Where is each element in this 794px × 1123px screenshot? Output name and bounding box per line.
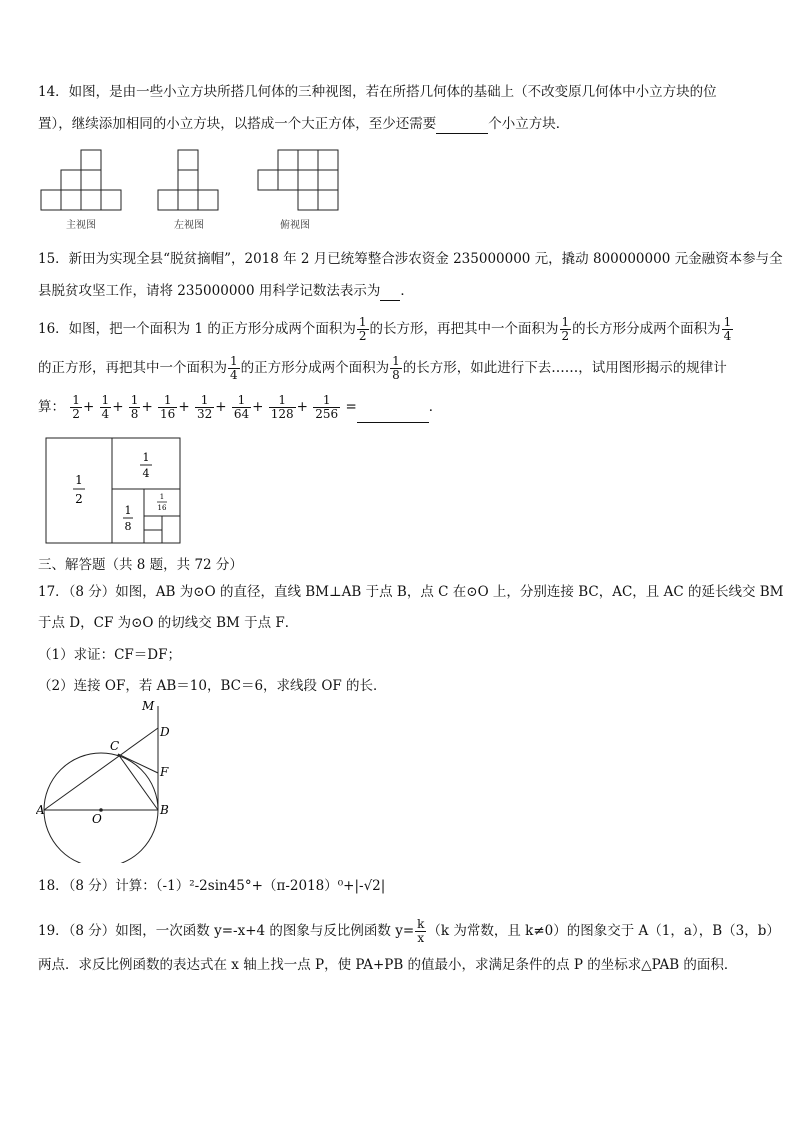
front-view-figure — [41, 150, 121, 210]
diagram-eighth-num: 1 — [124, 504, 132, 517]
q14-line-2-end: 个小立方块． — [488, 116, 570, 132]
q19-line-2: 两点．求反比例函数的表达式在 x 轴上找一点 P，使 PA+PB 的值最小，求满足条件的点 P 的坐标求△PAB 的面积． — [38, 957, 738, 973]
q19-line-1a: 19．（8 分）如图，一次函数 y=-x+4 的图象与反比例函数 y= — [38, 923, 415, 939]
q16-equals: = — [345, 399, 357, 415]
q16-sum-term-5: $\frac{1}{32}$ — [196, 393, 213, 421]
q15-line-2-text: 县脱贫攻坚工作，请将 235000000 用科学记数法表示为 — [38, 283, 381, 299]
q16-line-1 — [38, 313, 734, 345]
q15-answer-blank — [380, 286, 400, 301]
q16-sum-term-1: $\frac{1}{2}$ — [72, 393, 80, 421]
point-M-label: M — [142, 699, 155, 713]
point-B-label: B — [160, 803, 169, 817]
q16-frac-quarter: $\frac{1}{4}$ — [723, 315, 732, 343]
diagram-eighth-den: 8 — [124, 520, 132, 533]
point-F-label: F — [160, 765, 169, 779]
diagram-sixteenth-den: 16 — [157, 504, 167, 512]
q16-sum-term-8: $\frac{1}{256}$ — [315, 393, 339, 421]
point-D-label: D — [160, 725, 170, 739]
q15-line-1: 15．新田为实现全县“脱贫摘帽”，2018 年 2 月已统筹整合涉农资金 235000000 元，撬动 800000000 元金融资本参与全 — [38, 251, 783, 267]
q16-sum-term-6: $\frac{1}{64}$ — [233, 393, 250, 421]
q17-circle-figure — [36, 698, 176, 863]
q16-a2: 的长方形，再把其中一个面积为 — [369, 321, 559, 337]
q18-text: 18．（8 分）计算：（-1）²-2sin45°+（π-2018）⁰+|-√2| — [38, 878, 386, 894]
diagram-half-den: 2 — [75, 492, 83, 506]
q16-sum-term-4: $\frac{1}{16}$ — [160, 393, 176, 421]
q19-k-over-x: $\frac{k}{x}$ — [417, 917, 425, 945]
q14-answer-blank — [436, 119, 488, 134]
point-C-label: C — [110, 739, 120, 753]
q16-line-2 — [38, 352, 727, 384]
left-view-figure — [158, 150, 218, 210]
q14-line-2-text: 置），继续添加相同的小立方块，以搭成一个大正方体，至少还需要 — [38, 116, 437, 132]
q19-line-1 — [38, 916, 780, 946]
top-view-label: 俯视图 — [280, 220, 310, 231]
q17-line-1: 17．（8 分）如图，AB 为⊙O 的直径，直线 BM⊥AB 于点 B，点 C 在⊙O 上，分别连接 BC，AC，且 AC 的延长线交 BM — [38, 584, 784, 600]
q15-line-2 — [38, 281, 414, 301]
q16-frac-half-2: $\frac{1}{2}$ — [561, 315, 570, 343]
diagram-quarter-num: 1 — [142, 451, 150, 464]
q15-line-2-end: ． — [400, 283, 414, 299]
q14-line-1: 14．如图，是由一些小立方块所搭几何体的三种视图，若在所搭几何体的基础上（不改变原几何体中小立方块的位 — [38, 84, 717, 100]
q16-a3: 的长方形分成两个面积为 — [572, 321, 721, 337]
front-view-label: 主视图 — [66, 220, 96, 231]
diagram-half-num: 1 — [75, 473, 83, 487]
q16-line-3: 算： $\frac{1}{2}$ + $\frac{1}{4}$ + $\frac{1}{8}$ + $\frac{1}{16}$ + $\frac{1}{32}$ + $\frac{1}{64}$ + $\frac{1}{128}$ + $\frac{1}{256}$ = ． — [38, 393, 443, 421]
q17-line-2: 于点 D，CF 为⊙O 的切线交 BM 于点 F． — [38, 615, 299, 631]
q16-b2: 的正方形分成两个面积为 — [240, 360, 390, 376]
q17-part-2: （2）连接 OF，若 AB＝10，BC＝6，求线段 OF 的长． — [38, 678, 387, 694]
section-3-heading: 三、解答题（共 8 题，共 72 分） — [38, 557, 243, 573]
q14-line-2 — [38, 114, 569, 134]
q16-square-diagram — [45, 437, 183, 545]
left-view-label: 左视图 — [174, 220, 204, 231]
q16-frac-half: $\frac{1}{2}$ — [358, 315, 367, 343]
q16-sum-term-7: $\frac{1}{128}$ — [270, 393, 294, 421]
q16-answer-blank — [357, 408, 429, 423]
q16-b3: 的长方形，如此进行下去……，试用图形揭示的规律计 — [402, 360, 727, 376]
q16-sum-term-2: $\frac{1}{4}$ — [101, 393, 110, 421]
q19-line-1b: （k 为常数，且 k≠0）的图象交于 A（1，a），B（3，b） — [427, 923, 780, 939]
q17-part-1: （1）求证：CF＝DF； — [38, 647, 181, 663]
top-view-figure — [258, 150, 338, 210]
diagram-sixteenth-num: 1 — [159, 493, 165, 501]
q16-frac-quarter-2: $\frac{1}{4}$ — [230, 354, 238, 382]
diagram-quarter-den: 4 — [142, 467, 150, 480]
q16-frac-eighth: $\frac{1}{8}$ — [392, 354, 400, 382]
q16-c1: 算： — [38, 399, 65, 415]
q16-end: ． — [428, 399, 443, 415]
point-A-label: A — [36, 803, 45, 817]
q14-three-views — [36, 148, 356, 234]
q16-b1: 的正方形，再把其中一个面积为 — [38, 360, 227, 376]
point-O-label: O — [92, 812, 102, 826]
q16-sum-term-3: $\frac{1}{8}$ — [130, 393, 139, 421]
q16-a1: 16．如图，把一个面积为 1 的正方形分成两个面积为 — [38, 321, 356, 337]
